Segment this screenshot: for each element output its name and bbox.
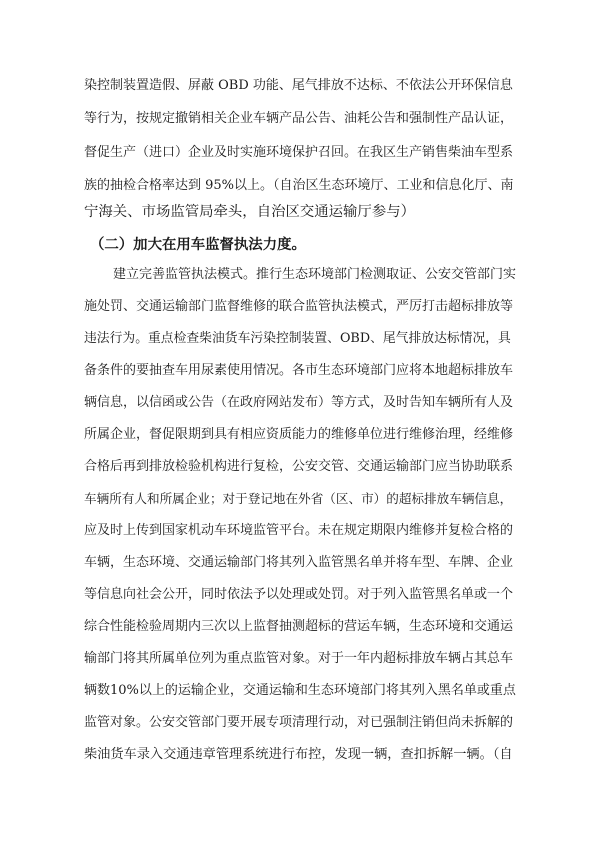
text-line: 宁海关、市场监管局牵头，自治区交通运输厅参与） — [84, 204, 415, 220]
text-line: 柴油货车录入交通违章管理系统进行布控，发现一辆，查扣拆解一辆。（自 — [84, 747, 513, 762]
text-line: 备条件的要抽查车用尿素使用情况。各市生态环境部门应将本地超标排放车 — [84, 363, 514, 378]
text-line: 等行为，按规定撤销相关企业车辆产品公告、油耗公告和强制性产品认证， — [84, 111, 514, 126]
section-heading: （二）加大在用车监督执法力度。 — [90, 237, 306, 253]
text-line: 监管对象。公安交管部门要开展专项清理行动，对已强制注销但尚未拆解的 — [84, 715, 514, 730]
text-line: 族的抽检合格率达到 95%以上。（自治区生态环境厅、工业和信息化厅、南 — [84, 178, 514, 193]
text-line: 染控制装置造假、屏蔽 OBD 功能、尾气排放不达标、不依法公开环保信息 — [84, 78, 513, 93]
text-line: 应及时上传到国家机动车环境监管平台。未在规定期限内维修并复检合格的 — [84, 523, 514, 538]
text-line: 辆信息，以信函或公告（在政府网站发布）等方式，及时告知车辆所有人及 — [84, 395, 514, 410]
text-line: 建立完善监管执法模式。推行生态环境部门检测取证、公安交管部门实 — [113, 267, 517, 282]
text-line: 所属企业，督促限期到具有相应资质能力的维修单位进行维修治理，经维修 — [84, 427, 514, 442]
text-line: 施处罚、交通运输部门监督维修的联合监管执法模式，严厉打击超标排放等 — [84, 299, 514, 314]
text-line: 督促生产（进口）企业及时实施环境保护召回。在我区生产销售柴油车型系 — [84, 145, 514, 160]
text-line: 车辆所有人和所属企业；对于登记地在外省（区、市）的超标排放车辆信息， — [84, 491, 513, 506]
text-line: 违法行为。重点检查柴油货车污染控制装置、OBD、尾气排放达标情况，具 — [84, 331, 511, 346]
text-line: 合格后再到排放检验机构进行复检，公安交管、交通运输部门应当协助联系 — [84, 459, 514, 474]
text-line: 辆数10%以上的运输企业，交通运输和生态环境部门将其列入黑名单或重点 — [84, 683, 516, 698]
text-line: 车辆，生态环境、交通运输部门将其列入监管黑名单并将车型、车牌、企业 — [84, 555, 514, 570]
text-line: 输部门将其所属单位列为重点监管对象。对于一年内超标排放车辆占其总车 — [84, 651, 514, 666]
text-line: 综合性能检验周期内三次以上监督抽测超标的营运车辆，生态环境和交通运 — [84, 619, 514, 634]
text-line: 等信息向社会公开，同时依法予以处理或处罚。对于列入监管黑名单或一个 — [84, 587, 514, 602]
